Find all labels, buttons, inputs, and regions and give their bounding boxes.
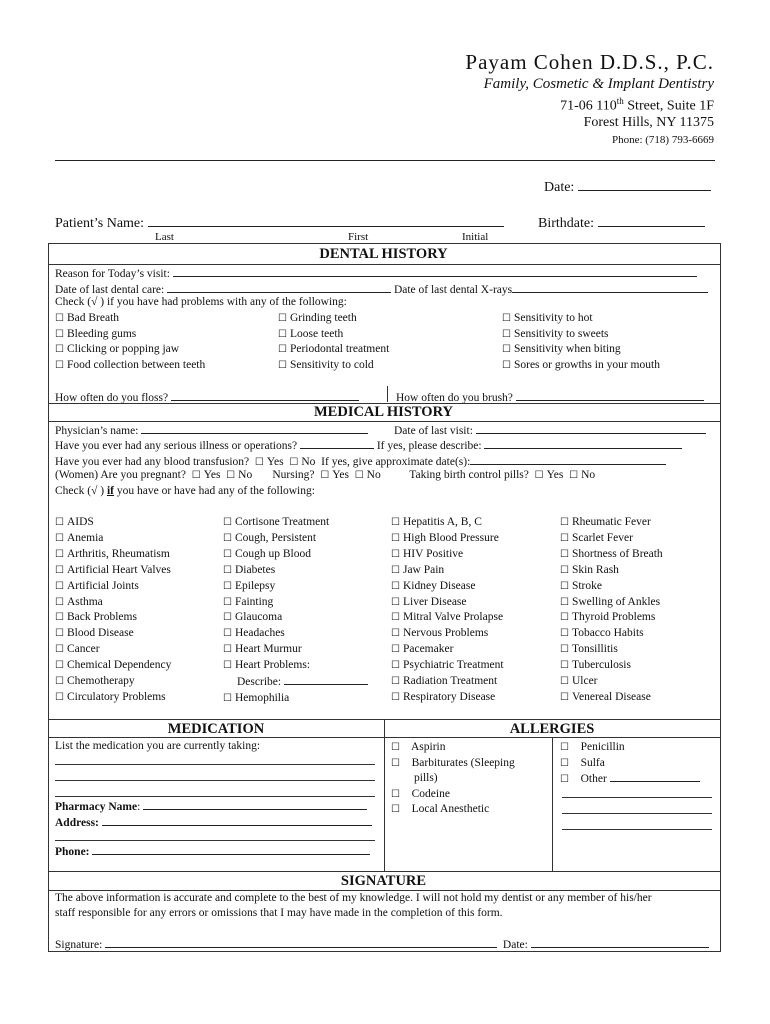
medical-col-3 [391,515,504,706]
condition-checkbox[interactable]: ☐ HIV Positive [391,547,504,563]
sub-first: First [348,231,369,243]
reason-for-visit: Reason for Today’s visit: [55,265,697,280]
address-field[interactable] [102,814,372,826]
condition-checkbox[interactable]: ☐ Tobacco Habits [560,626,663,642]
allergy-item[interactable]: ☐ Penicillin [560,740,700,756]
dental-col-2 [278,311,389,374]
medication-line[interactable] [55,764,375,765]
heart-describe: Describe: [223,674,368,691]
condition-checkbox[interactable]: ☐ Circulatory Problems [55,690,171,706]
dental-checkbox-item[interactable]: ☐ Sensitivity to hot [502,311,660,327]
practice-phone: Phone: (718) 793-6669 [611,134,714,146]
condition-checkbox[interactable]: ☐ Tuberculosis [560,658,663,674]
allergy-line[interactable] [562,813,712,814]
phone-field[interactable] [92,843,370,855]
condition-checkbox[interactable]: ☐ Artificial Joints [55,579,171,595]
allergy-col-2 [560,740,700,788]
condition-checkbox[interactable]: ☐ High Blood Pressure [391,531,504,547]
practice-address: 71-06 110th Street, Suite 1F [560,96,714,114]
condition-checkbox[interactable]: ☐ Kidney Disease [391,579,504,595]
birthdate: Birthdate: [538,212,705,232]
dental-checkbox-item[interactable]: ☐ Clicking or popping jaw [55,342,205,358]
allergies-title: ALLERGIES [509,721,595,737]
condition-checkbox[interactable]: ☐ Arthritis, Rheumatism [55,547,171,563]
allergy-line[interactable] [562,797,712,798]
patient-name: Patient’s Name: [55,212,504,232]
condition-checkbox[interactable]: ☐ Mitral Valve Prolapse [391,610,504,626]
dental-checkbox-item[interactable]: ☐ Sensitivity to sweets [502,327,660,343]
physician-name: Physician’s name: [55,422,368,437]
transfusion-no[interactable]: ☐ No [289,456,315,468]
nursing-yes[interactable]: ☐ Yes [320,469,349,481]
address-line-2[interactable] [55,840,375,841]
dental-checkbox-item[interactable]: ☐ Food collection between teeth [55,358,205,374]
condition-checkbox[interactable]: ☐ Swelling of Ankles [560,595,663,611]
last-visit-field[interactable] [476,422,706,434]
allergy-item[interactable]: ☐ Codeine [391,787,515,803]
condition-checkbox[interactable]: ☐ Back Problems [55,610,171,626]
dental-checkbox-item[interactable]: ☐ Periodontal treatment [278,342,389,358]
medication-line[interactable] [55,796,375,797]
condition-checkbox[interactable]: ☐ Shortness of Breath [560,547,663,563]
allergy-item[interactable]: ☐ Aspirin [391,740,515,756]
other-allergy-field[interactable] [610,771,700,782]
practice-city: Forest Hills, NY 11375 [583,115,714,130]
transfusion-date-field[interactable] [470,453,666,465]
dental-checkbox-item[interactable]: ☐ Sensitivity when biting [502,342,660,358]
condition-checkbox[interactable]: ☐ Blood Disease [55,626,171,642]
condition-checkbox[interactable]: ☐ Ulcer [560,674,663,690]
condition-checkbox[interactable]: ☐ Cough up Blood [223,547,368,563]
medical-history-title: MEDICAL HISTORY [313,404,454,420]
condition-checkbox[interactable]: ☐ Pacemaker [391,642,504,658]
last-care-field[interactable] [167,281,391,293]
dental-history-title: DENTAL HISTORY [319,246,448,262]
birth-control-no[interactable]: ☐ No [569,469,595,481]
signature-statement-1: The above information is accurate and complete to the best of my knowledge. I will not hold my dentist or any member of his/her [55,892,652,904]
allergy-item[interactable]: ☐ Sulfa [560,756,700,772]
condition-checkbox[interactable]: ☐ Headaches [223,626,368,642]
pharmacy-field[interactable] [143,798,367,810]
dental-check-instruction: Check (√ ) if you have had problems with any of the following: [55,296,347,308]
signature-statement-2: staff responsible for any errors or omissions that I may have made in the completion of this form. [55,907,503,919]
pharmacy-address: Address: [55,814,372,829]
heart-describe-field[interactable] [284,674,368,685]
date-field[interactable] [578,176,711,191]
sub-last: Last [155,231,174,243]
medication-line[interactable] [55,780,375,781]
signature-field[interactable] [105,936,497,948]
dental-checkbox-item[interactable]: ☐ Sensitivity to cold [278,358,389,374]
condition-checkbox[interactable]: ☐ AIDS [55,515,171,531]
birthdate-field[interactable] [598,212,705,227]
condition-checkbox[interactable]: ☐ Glaucoma [223,610,368,626]
floss-frequency: How often do you floss? [55,389,359,404]
condition-checkbox[interactable]: ☐ Scarlet Fever [560,531,663,547]
condition-checkbox[interactable]: ☐ Artificial Heart Valves [55,563,171,579]
condition-checkbox[interactable]: ☐ Respiratory Disease [391,690,504,706]
birth-control-yes[interactable]: ☐ Yes [535,469,564,481]
condition-checkbox[interactable]: ☐ Rheumatic Fever [560,515,663,531]
nursing-no[interactable]: ☐ No [355,469,381,481]
signature-title: SIGNATURE [340,873,427,889]
practice-name: Payam Cohen D.D.S., P.C. [465,50,714,74]
condition-checkbox[interactable]: ☐ Cough, Persistent [223,531,368,547]
last-xray-field[interactable] [512,281,708,293]
medical-col-2 [223,515,368,707]
condition-checkbox[interactable]: ☐ Chemical Dependency [55,658,171,674]
physician-field[interactable] [141,422,368,434]
pharmacy-phone: Phone: [55,843,370,858]
condition-checkbox[interactable]: ☐ Chemotherapy [55,674,171,690]
condition-checkbox[interactable]: ☐ Asthma [55,595,171,611]
dental-checkbox-item[interactable]: ☐ Bleeding gums [55,327,205,343]
practice-tagline: Family, Cosmetic & Implant Dentistry [483,76,714,92]
condition-checkbox[interactable]: ☐ Tonsillitis [560,642,663,658]
header-divider [55,160,715,161]
last-dental-care: Date of last dental care: Date of last dental X-rays [55,281,708,296]
condition-checkbox[interactable]: ☐ Radiation Treatment [391,674,504,690]
condition-checkbox[interactable]: ☐ Venereal Disease [560,690,663,706]
condition-checkbox[interactable]: ☐ Heart Problems: [223,658,368,674]
allergy-line[interactable] [562,829,712,830]
dental-checkbox-item[interactable]: ☐ Sores or growths in your mouth [502,358,660,374]
pregnant-no[interactable]: ☐ No [226,469,252,481]
reason-field[interactable] [173,265,697,277]
condition-checkbox[interactable]: ☐ Liver Disease [391,595,504,611]
medication-title: MEDICATION [167,721,265,737]
pregnant-yes[interactable]: ☐ Yes [192,469,221,481]
medication-list-label: List the medication you are currently taking: [55,740,261,752]
condition-checkbox[interactable]: ☐ Cortisone Treatment [223,515,368,531]
pregnancy-questions: (Women) Are you pregnant? ☐ Yes ☐ No Nursing? ☐ Yes ☐ No Taking birth control pills? ☐ Yes ☐ No [55,469,595,481]
condition-checkbox[interactable]: ☐ Jaw Pain [391,563,504,579]
floss-field[interactable] [171,389,359,401]
allergy-item-cont: pills) [414,772,438,784]
condition-checkbox[interactable]: ☐ Heart Murmur [223,642,368,658]
serious-field[interactable] [300,437,374,449]
dental-checkbox-item[interactable]: ☐ Bad Breath [55,311,205,327]
condition-checkbox[interactable]: ☐ Psychiatric Treatment [391,658,504,674]
condition-checkbox[interactable]: ☐ Hepatitis A, B, C [391,515,504,531]
condition-checkbox[interactable]: ☐ Anemia [55,531,171,547]
condition-checkbox[interactable]: ☐ Stroke [560,579,663,595]
condition-checkbox[interactable]: ☐ Hemophilia [223,691,368,707]
condition-checkbox[interactable]: ☐ Nervous Problems [391,626,504,642]
condition-checkbox[interactable]: ☐ Cancer [55,642,171,658]
condition-checkbox[interactable]: ☐ Fainting [223,595,368,611]
serious-illness: Have you ever had any serious illness or operations? If yes, please describe: [55,437,682,452]
brush-field[interactable] [516,389,704,401]
form-date: Date: [544,176,711,196]
medical-check-instruction: Check (√ ) if you have or have had any of the following: [55,485,315,497]
pharmacy-name: Pharmacy Name: [55,798,367,813]
signature-line: Signature: Date: [55,936,709,951]
dental-col-1 [55,311,205,374]
last-visit: Date of last visit: [394,422,706,437]
dental-checkbox-item[interactable]: ☐ Grinding teeth [278,311,389,327]
dental-checkbox-item[interactable]: ☐ Loose teeth [278,327,389,343]
condition-checkbox[interactable]: ☐ Skin Rash [560,563,663,579]
dental-col-3 [502,311,660,374]
allergy-item[interactable]: ☐ Local Anesthetic [391,802,515,818]
signature-date-field[interactable] [531,936,709,948]
patient-name-field[interactable] [148,212,504,227]
condition-checkbox[interactable]: ☐ Epilepsy [223,579,368,595]
condition-checkbox[interactable]: ☐ Thyroid Problems [560,610,663,626]
blood-transfusion: Have you ever had any blood transfusion? ☐ Yes ☐ No If yes, give approximate date(s): [55,453,666,468]
medical-col-1 [55,515,171,706]
condition-checkbox[interactable]: ☐ Diabetes [223,563,368,579]
allergy-item[interactable]: ☐ Barbiturates (Sleeping [391,756,515,772]
transfusion-yes[interactable]: ☐ Yes [255,456,284,468]
allergy-item[interactable]: ☐ Other [560,771,700,788]
sub-initial: Initial [462,231,489,243]
medical-col-4 [560,515,663,706]
brush-frequency: How often do you brush? [396,389,704,404]
allergy-col-1 [391,740,515,818]
describe-field[interactable] [484,437,682,449]
